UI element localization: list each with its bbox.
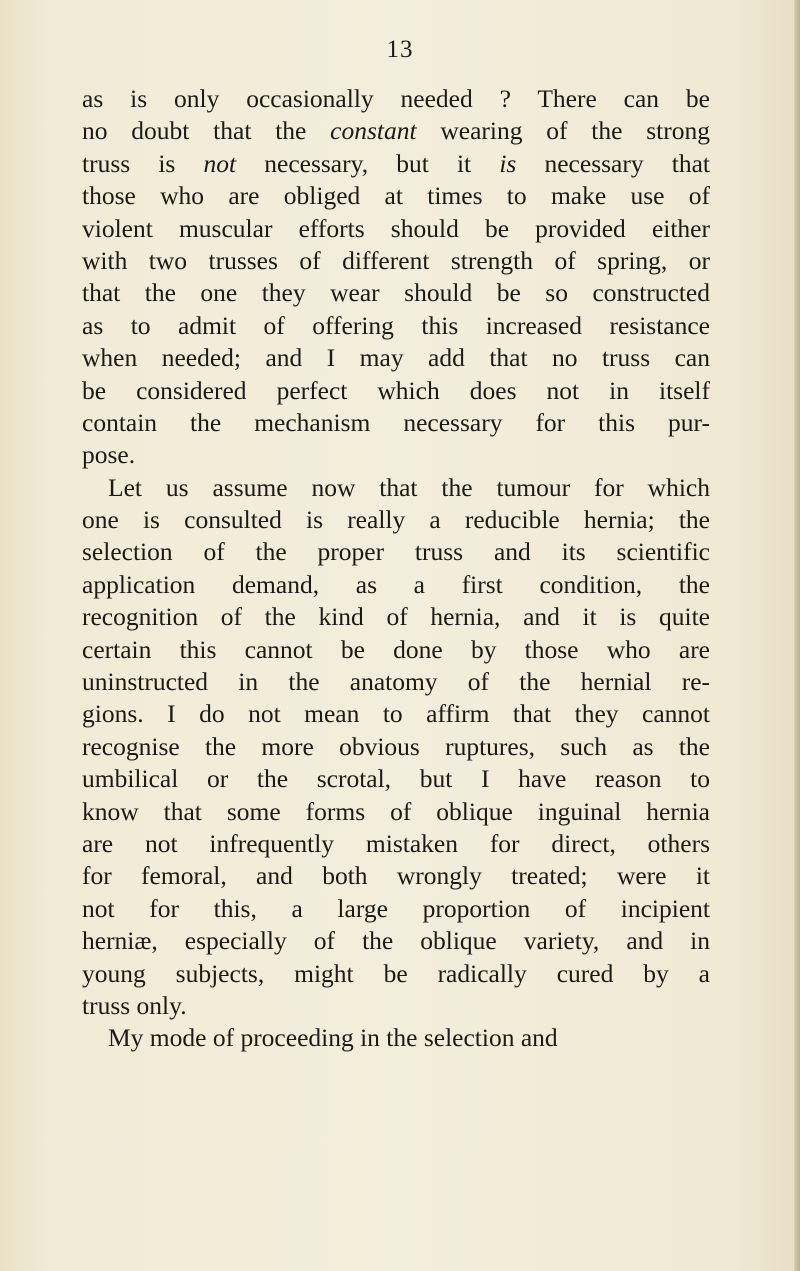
text-run: are not infrequently mistaken for direct, others <box>82 828 710 858</box>
text-line <box>82 634 710 666</box>
text-run: young subjects, might be radically cured by a <box>82 958 710 988</box>
text-line <box>82 342 710 374</box>
text-line <box>82 601 710 633</box>
text-line <box>82 796 710 828</box>
text-line <box>82 990 710 1022</box>
text-run: recognise the more obvious ruptures, such as the <box>82 731 710 761</box>
text-run: truss is <box>82 148 204 178</box>
text-line <box>82 860 710 892</box>
text-run: truss only. <box>82 990 187 1020</box>
italic-text-run: not <box>203 148 237 178</box>
text-line <box>82 375 710 407</box>
text-run: be considered perfect which does not in itself <box>82 375 710 405</box>
text-line <box>82 180 710 212</box>
text-run: necessary that <box>516 148 710 178</box>
text-run: for femoral, and both wrongly treated; were it <box>82 861 710 891</box>
text-line <box>82 731 710 763</box>
page-number: 13 <box>386 36 414 63</box>
text-line <box>82 439 710 471</box>
text-line <box>82 958 710 990</box>
text-line <box>82 893 710 925</box>
text-line <box>82 310 710 342</box>
italic-text-run: is <box>499 148 517 178</box>
text-run: no doubt that the <box>82 116 331 146</box>
text-run: recognition of the kind of hernia, and it is quite <box>82 602 710 632</box>
text-run: Let us assume now that the tumour for which <box>108 472 710 502</box>
text-run: uninstructed in the anatomy of the hernial re- <box>82 667 710 697</box>
text-line <box>82 536 710 568</box>
page-edge <box>794 0 800 1271</box>
text-line <box>82 763 710 795</box>
text-run: pose. <box>82 440 136 470</box>
text-line <box>82 828 710 860</box>
text-run: selection of the proper truss and its scientific <box>82 537 710 567</box>
text-line <box>82 569 710 601</box>
text-run: My mode of proceeding in the selection and <box>108 1023 558 1053</box>
text-run: know that some forms of oblique inguinal hernia <box>82 796 710 826</box>
text-line <box>82 698 710 730</box>
text-run: necessary, but it <box>236 148 500 178</box>
italic-text-run: constant <box>330 116 417 146</box>
text-run: wearing of the strong <box>416 116 710 146</box>
text-run: with two trusses of different strength of spring, or <box>82 245 710 275</box>
body-text <box>82 83 710 1055</box>
text-run: umbilical or the scrotal, but I have reason to <box>82 764 710 794</box>
text-run: that the one they wear should be so constructed <box>82 278 710 308</box>
text-line <box>82 245 710 277</box>
text-run: certain this cannot be done by those who are <box>82 634 710 664</box>
text-run: contain the mechanism necessary for this pur- <box>82 407 710 437</box>
text-run: application demand, as a first condition, the <box>82 569 710 599</box>
text-line <box>82 148 710 180</box>
text-line <box>82 83 710 115</box>
text-run: as to admit of offering this increased resistance <box>82 310 710 340</box>
text-line <box>82 504 710 536</box>
text-line <box>82 925 710 957</box>
text-line <box>82 666 710 698</box>
text-run: violent muscular efforts should be provided either <box>82 213 710 243</box>
text-run: one is consulted is really a reducible hernia; the <box>82 505 710 535</box>
text-line <box>82 472 710 504</box>
text-line <box>82 115 710 147</box>
text-run: herniæ, especially of the oblique variety, and in <box>82 926 710 956</box>
text-line <box>82 213 710 245</box>
text-run: as is only occasionally needed ? There can be <box>82 84 710 113</box>
text-run: not for this, a large proportion of incipient <box>82 893 710 923</box>
text-line <box>82 1022 710 1054</box>
text-line <box>82 277 710 309</box>
text-line <box>82 407 710 439</box>
text-run: those who are obliged at times to make use of <box>82 181 710 211</box>
text-run: gions. I do not mean to affirm that they cannot <box>82 699 710 729</box>
text-run: when needed; and I may add that no truss can <box>82 343 710 373</box>
